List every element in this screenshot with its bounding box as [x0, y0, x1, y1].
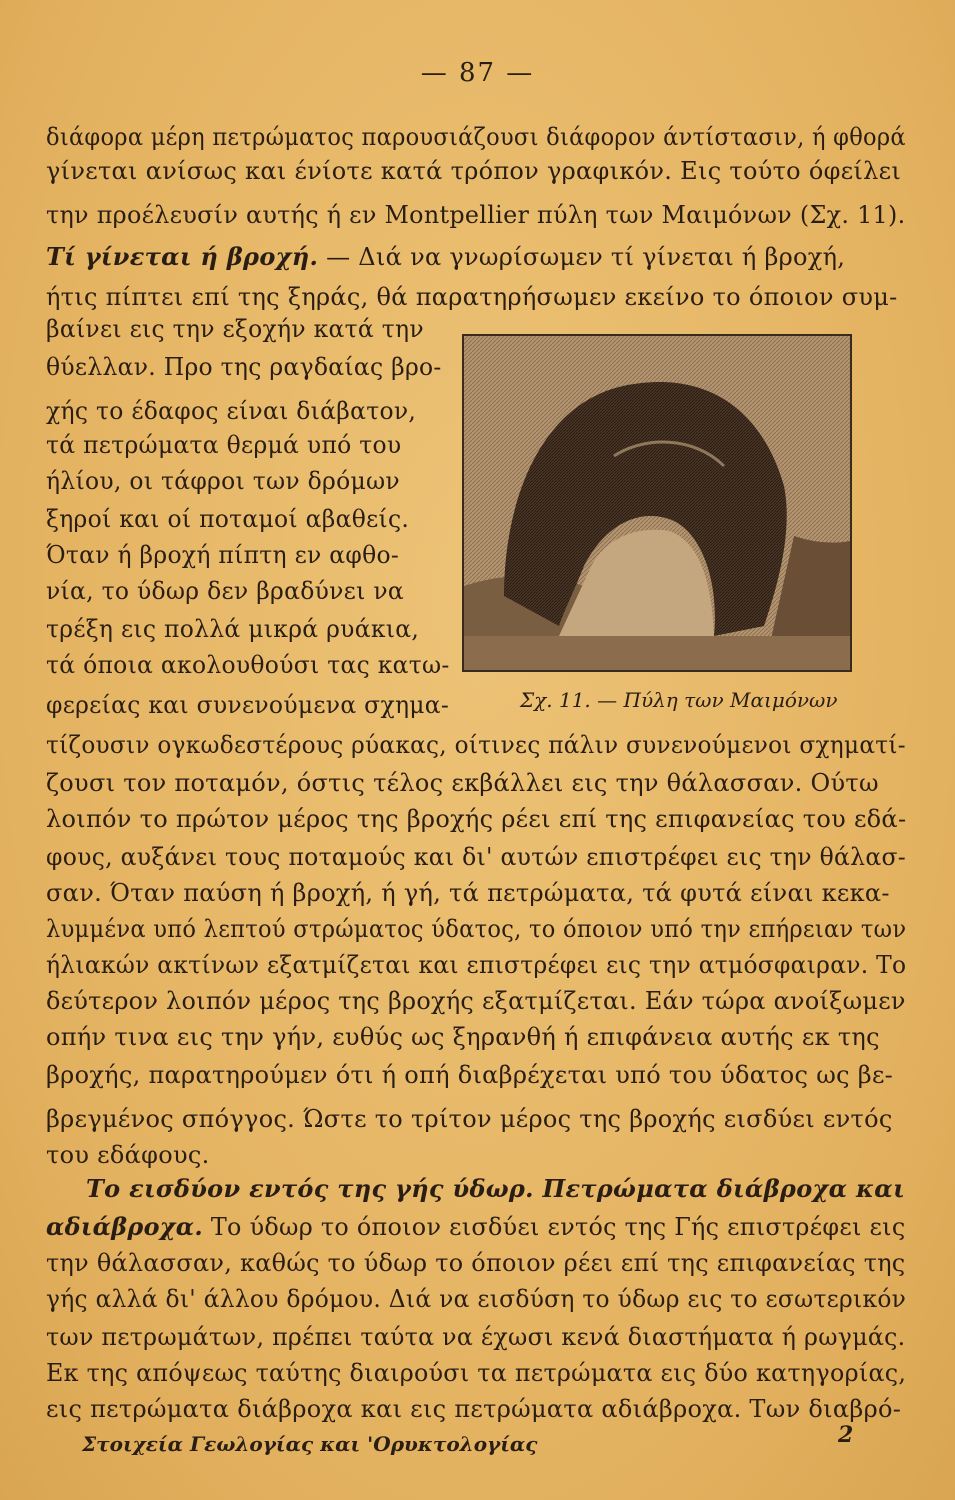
- text-line: ήλίου, οι τάφροι των δρόμων: [46, 467, 400, 495]
- text-line: βρεγμένος σπόγγος. Ώστε το τρίτον μέρος της βροχής εισδύει εντός: [46, 1105, 893, 1133]
- text-line: φους, αυξάνει τους ποταμούς και δι' αυτών επιστρέφει εις την θάλασ-: [46, 843, 907, 871]
- text-line: ήλιακών ακτίνων εξατμίζεται και επιστρέφει εις την ατμόσφαιραν. Το: [46, 951, 907, 979]
- figure-caption: Σχ. 11. — Πύλη των Μαιμόνων: [520, 688, 838, 712]
- text-line: βαίνει εις την εξοχήν κατά την: [46, 315, 424, 343]
- text-line: φερείας και συνενούμενα σχημα-: [46, 691, 450, 719]
- text-line: βροχής, παρατηρούμεν ότι ή οπή διαβρέχεται υπό του ύδατος ως βε-: [46, 1061, 894, 1089]
- text-line: τρέξη εις πολλά μικρά ρυάκια,: [46, 615, 420, 643]
- engraving-image: [464, 336, 850, 670]
- section-heading: Το εισδύον εντός της γής ύδωρ. Πετρώματα διάβροχα και: [86, 1174, 905, 1203]
- text-line: Όταν ή βροχή πίπτη εν αφθο-: [46, 541, 400, 569]
- page-number: — 87 —: [420, 58, 535, 88]
- rock-arch-illustration: [462, 334, 852, 672]
- section-heading-line: [46, 242, 845, 272]
- text-line: ήτις πίπτει επί της ξηράς, θά παρατηρήσωμεν εκείνο το όποιον συμ-: [46, 283, 898, 311]
- text-line: ξηροί και οί ποταμοί αβαθείς.: [46, 505, 410, 533]
- text-line: των πετρωμάτων, πρέπει ταύτα να έχωσι κενά διαστήματα ή ρωγμάς.: [46, 1323, 906, 1351]
- text-line: λυμμένα υπό λεπτού στρώματος ύδατος, το όποιον υπό την επήρειαν των: [46, 915, 907, 943]
- text-line: γής αλλά δι' άλλου δρόμου. Διά να εισδύση το ύδωρ εις το εσωτερικόν: [46, 1285, 907, 1313]
- text-line: χής το έδαφος είναι διάβατον,: [46, 397, 417, 425]
- text-line: Εκ της απόψεως ταύτης διαιρούσι τα πετρώματα εις δύο κατηγορίας,: [46, 1359, 907, 1387]
- text-line: του εδάφους.: [46, 1141, 210, 1169]
- text-line: τά όποια ακολουθούσι τας κατω-: [46, 651, 450, 679]
- text-line: οπήν τινα εις την γήν, ευθύς ως ξηρανθή ή επιφάνεια αυτής εκ της: [46, 1023, 880, 1051]
- text-line: τά πετρώματα θερμά υπό του: [46, 431, 402, 459]
- text-line: θύελλαν. Προ της ραγδαίας βρο-: [46, 353, 442, 381]
- section-heading: Τί γίνεται ή βροχή.: [46, 242, 319, 271]
- text-line: ζουσι τον ποταμόν, όστις τέλος εκβάλλει εις την θάλασσαν. Ούτω: [46, 769, 879, 797]
- text-line: την προέλευσίν αυτής ή εν Montpellier πύλη των Μαιμόνων (Σχ. 11).: [46, 201, 906, 229]
- page-footer-title: Στοιχεία Γεωλογίας και 'Ορυκτολογίας: [82, 1432, 538, 1456]
- text-line: νία, το ύδωρ δεν βραδύνει να: [46, 577, 404, 605]
- text-span: Το ύδωρ το όποιον εισδύει εντός της Γής επιστρέφει εις: [210, 1213, 906, 1241]
- text-line: διάφορα μέρη πετρώματος παρουσιάζουσι διάφορον άντίστασιν, ή φθορά: [46, 123, 906, 151]
- text-line: σαν. Όταν παύση ή βροχή, ή γή, τά πετρώματα, τά φυτά είναι κεκα-: [46, 879, 890, 907]
- text-line: λοιπόν το πρώτον μέρος της βροχής ρέει επί της επιφανείας του εδά-: [46, 805, 907, 833]
- text-line: την θάλασσαν, καθώς το ύδωρ το όποιον ρέει επί της επιφανείας της: [46, 1249, 906, 1277]
- signature-mark: 2: [838, 1422, 854, 1448]
- text-line: γίνεται ανίσως και ένίοτε κατά τρόπον γραφικόν. Εις τούτο όφείλει: [46, 157, 902, 185]
- section-heading-cont: αδιάβροχα.: [46, 1212, 203, 1241]
- text-line: τίζουσιν ογκωδεστέρους ρύακας, οίτινες πάλιν συνενούμενοι σχηματί-: [46, 731, 906, 759]
- text-line: δεύτερον λοιπόν μέρος της βροχής εξατμίζεται. Εάν τώρα ανοίξωμεν: [46, 987, 906, 1015]
- text-line: εις πετρώματα διάβροχα και εις πετρώματα αδιάβροχα. Των διαβρό-: [46, 1395, 902, 1423]
- section-heading-line: [86, 1174, 905, 1204]
- text-line: [46, 1212, 905, 1242]
- text-span: — Διά να γνωρίσωμεν τί γίνεται ή βροχή,: [326, 243, 846, 271]
